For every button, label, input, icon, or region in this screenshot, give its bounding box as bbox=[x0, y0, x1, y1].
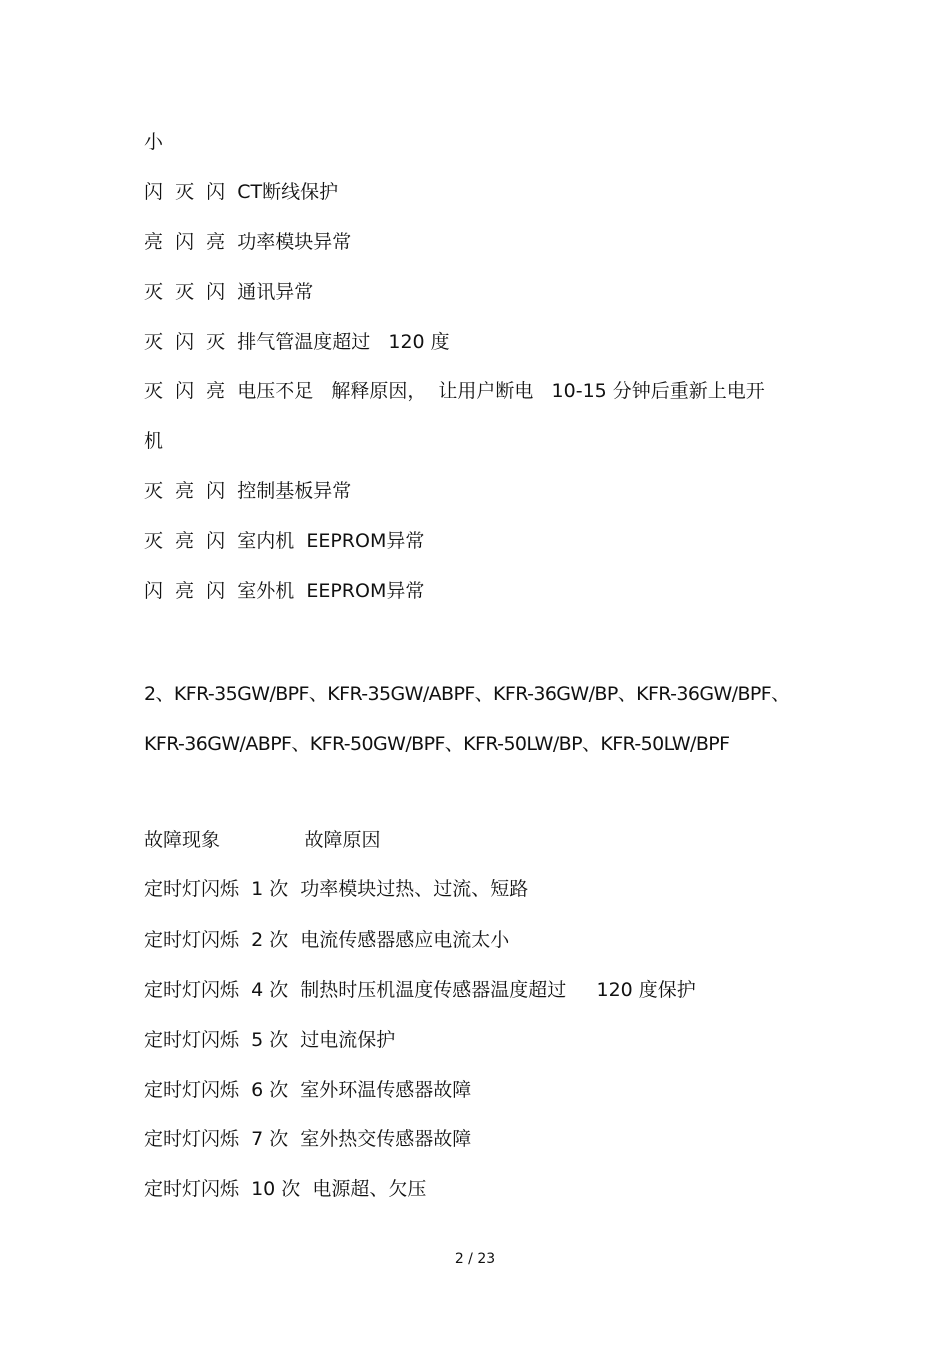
fault-row: 定时灯闪烁 7 次 室外热交传感器故障 bbox=[144, 1128, 472, 1150]
fault-row: 定时灯闪烁 6 次 室外环温传感器故障 bbox=[144, 1079, 472, 1101]
text-line: 机 bbox=[144, 430, 164, 452]
text-line: 灭 亮 闪 室内机 EEPROM异常 bbox=[144, 530, 425, 552]
text-line: 小 bbox=[144, 131, 164, 153]
fault-row: 定时灯闪烁 2 次 电流传感器感应电流太小 bbox=[144, 929, 510, 951]
fault-row: 定时灯闪烁 4 次 制热时压机温度传感器温度超过 120 度保护 bbox=[144, 979, 696, 1001]
page-number: 2 / 23 bbox=[454, 1251, 496, 1267]
text-line: 闪 灭 闪 CT断线保护 bbox=[144, 181, 339, 203]
text-line: 灭 亮 闪 控制基板异常 bbox=[144, 480, 352, 502]
text-line: 亮 闪 亮 功率模块异常 bbox=[144, 231, 352, 253]
text-line: 灭 闪 灭 排气管温度超过 120 度 bbox=[144, 331, 450, 353]
text-line: 灭 闪 亮 电压不足 解释原因， 让用户断电 10-15 分钟后重新上电开 bbox=[144, 380, 765, 402]
model-list-line: 2、KFR-35GW/BPF、KFR-35GW/ABPF、KFR-36GW/BP、KFR-36GW/BPF、 bbox=[144, 683, 790, 705]
model-list-line: KFR-36GW/ABPF、KFR-50GW/BPF、KFR-50LW/BP、KFR-50LW/BPF bbox=[144, 733, 730, 755]
text-line: 灭 灭 闪 通讯异常 bbox=[144, 281, 314, 303]
table-header: 故障现象 故障原因 bbox=[144, 829, 381, 851]
fault-row: 定时灯闪烁 10 次 电源超、欠压 bbox=[144, 1178, 427, 1200]
fault-row: 定时灯闪烁 1 次 功率模块过热、过流、短路 bbox=[144, 878, 529, 900]
fault-row: 定时灯闪烁 5 次 过电流保护 bbox=[144, 1029, 396, 1051]
text-line: 闪 亮 闪 室外机 EEPROM异常 bbox=[144, 580, 425, 602]
